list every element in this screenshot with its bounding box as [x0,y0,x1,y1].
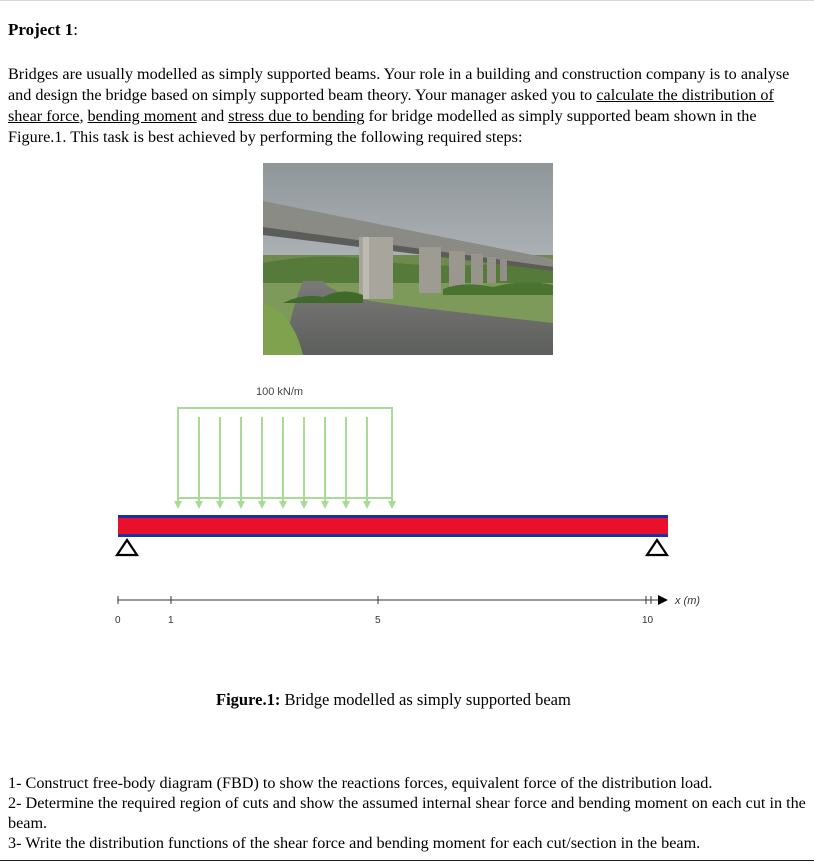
beam-body [118,515,668,537]
bridge-photo [263,163,553,355]
left-support [117,540,137,555]
step-2: 2- Determine the required region of cuts and show the assumed internal shear force and bending moment on each cut in the beam. [8,794,806,832]
x-axis [118,596,658,604]
intro-paragraph: Bridges are usually modelled as simply supported beams. Your role in a building and construction company is to analyse and design the bridge based on simply supported beam theory. Your manager asked you to calculate the distribution of shear force, bending moment and stress due to bending for bridge modelled as simply supported beam shown in the Figure.1. This task is best achieved by performing the following required steps: [8,65,790,146]
steps-list [8,773,814,853]
step-1: 1- Construct free-body diagram (FBD) to show the reactions forces, equivalent force of the distribution load. [8,774,713,792]
tick-label-10: 10 [642,615,654,626]
beam-diagram [100,375,800,650]
load-arrowheads [174,501,396,509]
axis-label: x (m) [675,595,701,607]
tick-label-0: 0 [115,615,121,626]
link-bending-stress[interactable]: stress due to bending [228,107,365,125]
load-label: 100 kN/m [256,386,304,398]
figure-caption: Figure.1: Bridge modelled as simply supported beam [216,690,571,709]
link-bending-moment[interactable]: bending moment [87,107,197,125]
right-support [647,540,667,555]
link-shear-force[interactable]: calculate the distribution of shear force [8,86,774,125]
bottom-rule [0,860,814,861]
top-rule [0,0,814,1]
x-axis-arrow [658,595,668,605]
distributed-load [178,408,392,506]
project-title: Project 1: [8,20,79,39]
tick-label-5: 5 [375,615,381,626]
tick-label-1: 1 [168,615,174,626]
step-3: 3- Write the distribution functions of the shear force and bending moment for each cut/section in the beam. [8,834,701,852]
